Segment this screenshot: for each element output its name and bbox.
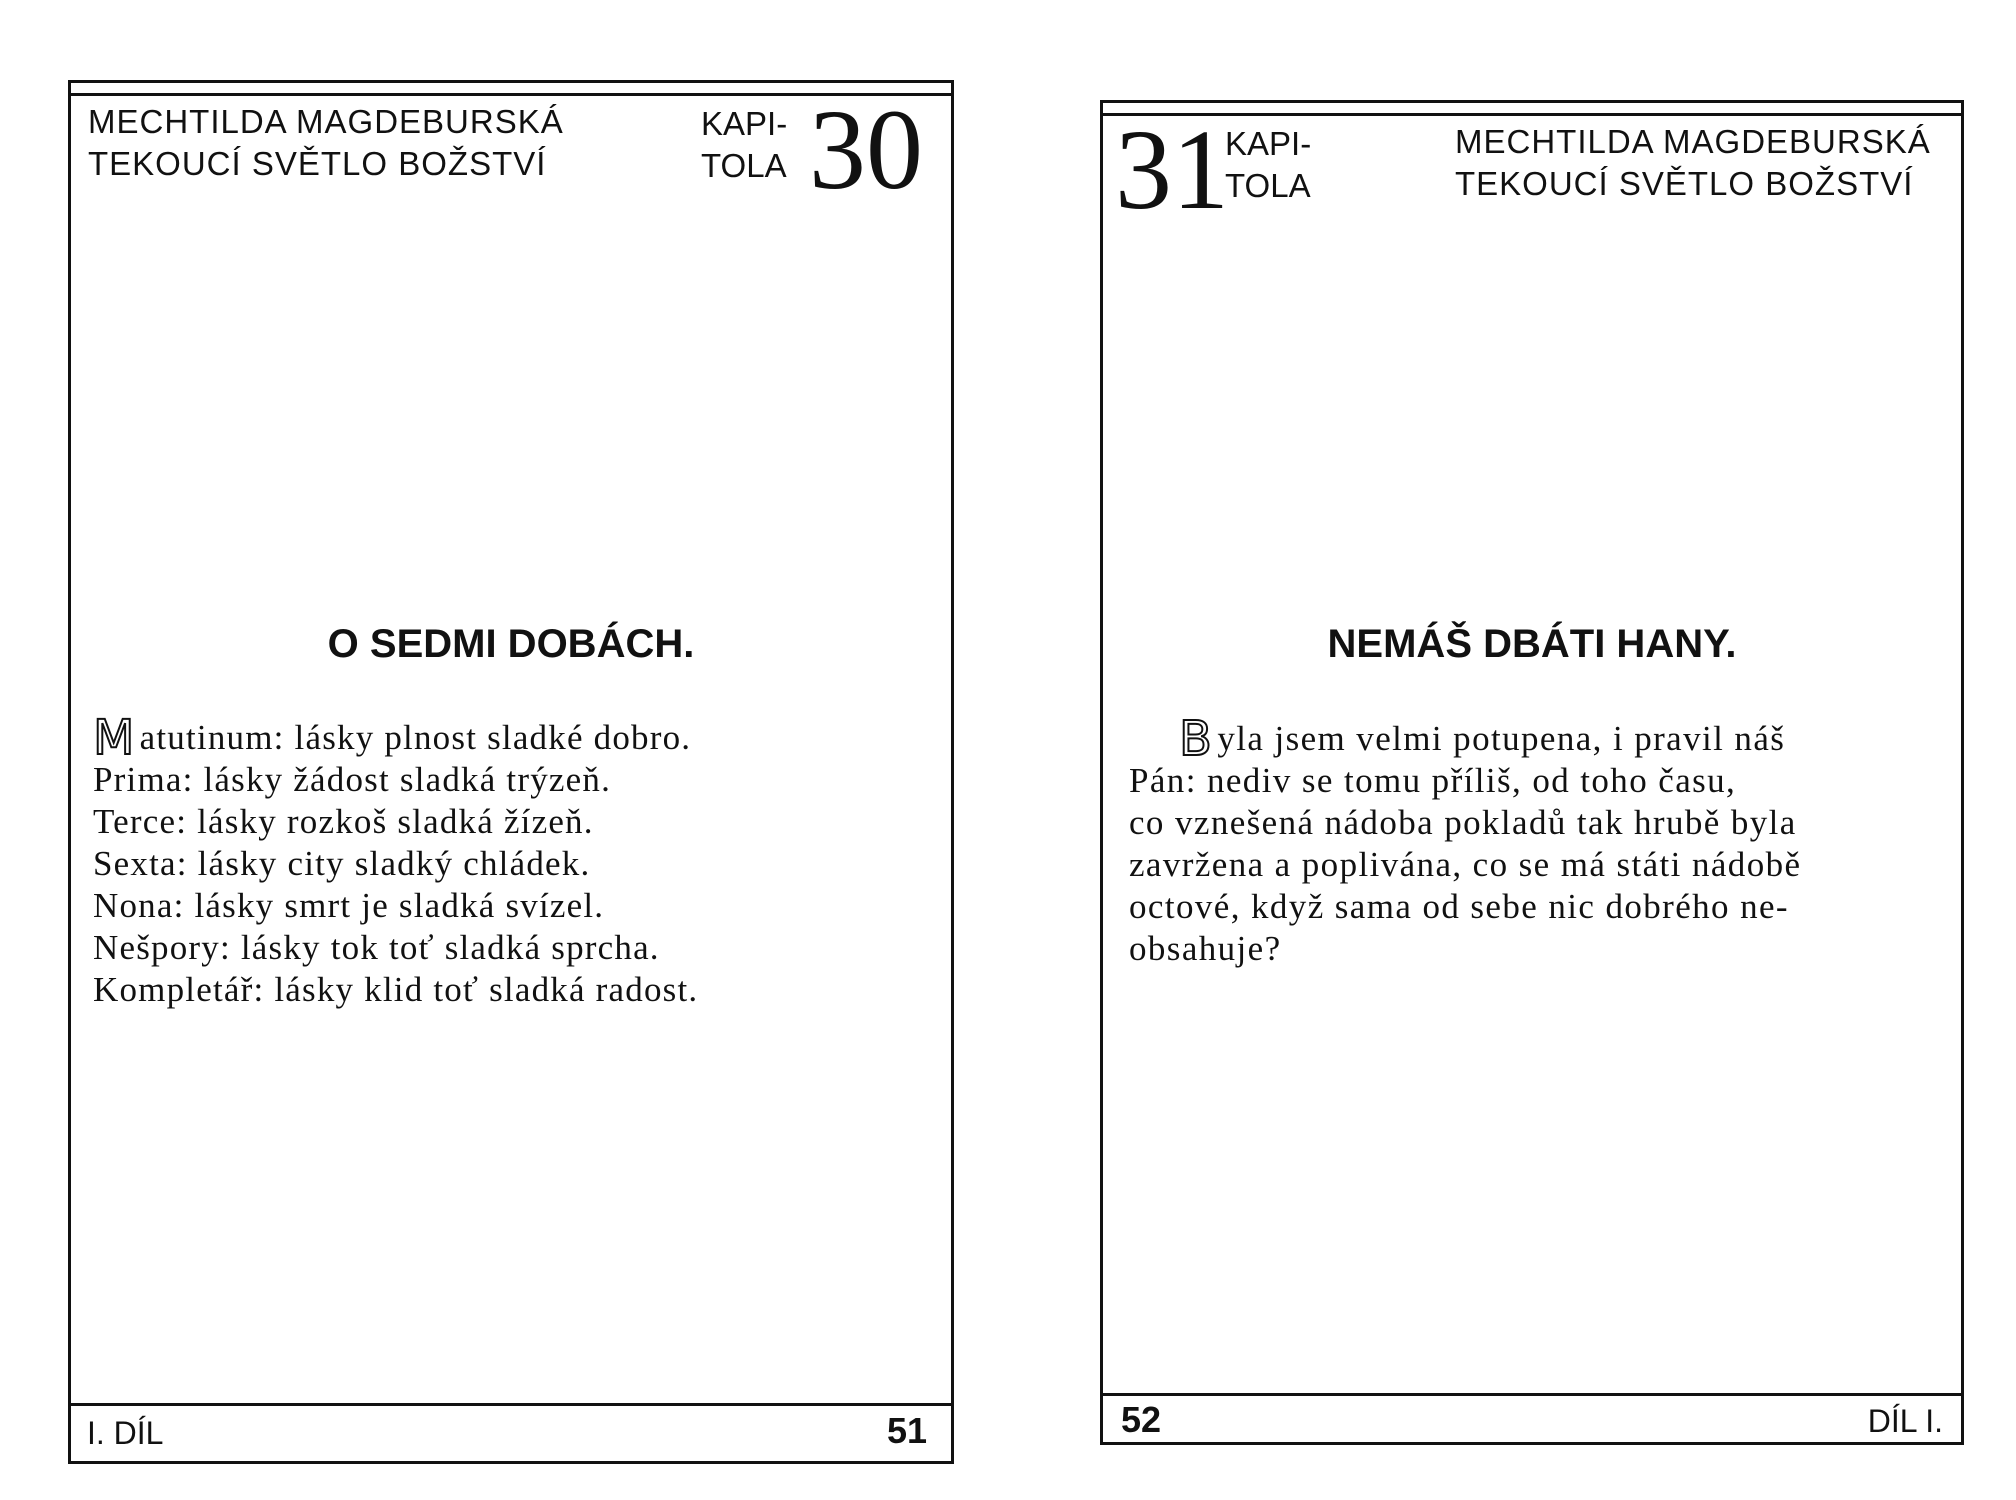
body-line: obsahuje? <box>1129 929 1282 968</box>
body-line: zavržena a poplivána, co se má státi nádobě <box>1129 845 1802 884</box>
body-line-text: yla jsem velmi potupena, i pravil náš <box>1217 719 1786 758</box>
book-title: TEKOUCÍ SVĚTLO BOŽSTVÍ <box>1455 165 1914 202</box>
chapter-body <box>93 710 699 1011</box>
body-line: Sexta: lásky city sladký chládek. <box>93 844 591 883</box>
chapter-number: 30 <box>809 86 923 213</box>
body-line: Terce: lásky rozkoš sladká žízeň. <box>93 802 594 841</box>
author-name: MECHTILDA MAGDEBURSKÁ <box>88 103 564 140</box>
chapter-title: NEMÁŠ DBÁTI HANY. <box>1327 622 1737 666</box>
body-line-text: atutinum: lásky plnost sladké dobro. <box>139 718 692 757</box>
right-page <box>1100 100 1964 1445</box>
body-line: Nona: lásky smrt je sladká svízel. <box>93 886 605 925</box>
body-line: co vznešená nádoba pokladů tak hrubě byla <box>1129 803 1797 842</box>
part-label: DÍL I. <box>1867 1403 1943 1439</box>
running-header <box>88 101 564 185</box>
running-header <box>1455 121 1931 205</box>
body-line: Nešpory: lásky tok toť sladká sprcha. <box>93 928 660 967</box>
page-number: 52 <box>1121 1399 1162 1440</box>
book-title: TEKOUCÍ SVĚTLO BOŽSTVÍ <box>88 145 547 182</box>
author-name: MECHTILDA MAGDEBURSKÁ <box>1455 123 1931 160</box>
drop-cap-b: B <box>1179 711 1214 767</box>
left-page <box>68 80 954 1464</box>
footer-rule <box>1103 1393 1961 1396</box>
page-number: 51 <box>886 1410 927 1451</box>
chapter-body <box>1129 711 1802 970</box>
kapitola-label <box>701 103 787 187</box>
part-label: I. DÍL <box>87 1415 164 1451</box>
kapitola-label <box>1225 123 1311 207</box>
kapitola-line-2: TOLA <box>701 147 787 184</box>
body-line: Prima: lásky žádost sladká trýzeň. <box>93 760 612 799</box>
footer-rule <box>71 1403 951 1406</box>
body-line: Kompletář: lásky klid toť sladká radost. <box>93 970 699 1009</box>
body-line: Pán: nediv se tomu příliš, od toho času, <box>1129 761 1737 800</box>
body-line: octové, když sama od sebe nic dobrého ne- <box>1129 887 1789 926</box>
chapter-title: O SEDMI DOBÁCH. <box>327 622 695 666</box>
drop-cap-m: M <box>93 710 136 766</box>
body-line <box>93 710 698 766</box>
header-rule <box>1103 113 1961 116</box>
kapitola-line-2: TOLA <box>1225 167 1311 204</box>
body-line <box>1129 711 1801 767</box>
kapitola-line-1: KAPI- <box>701 105 788 142</box>
chapter-number: 31 <box>1115 106 1229 233</box>
kapitola-line-1: KAPI- <box>1225 125 1312 162</box>
